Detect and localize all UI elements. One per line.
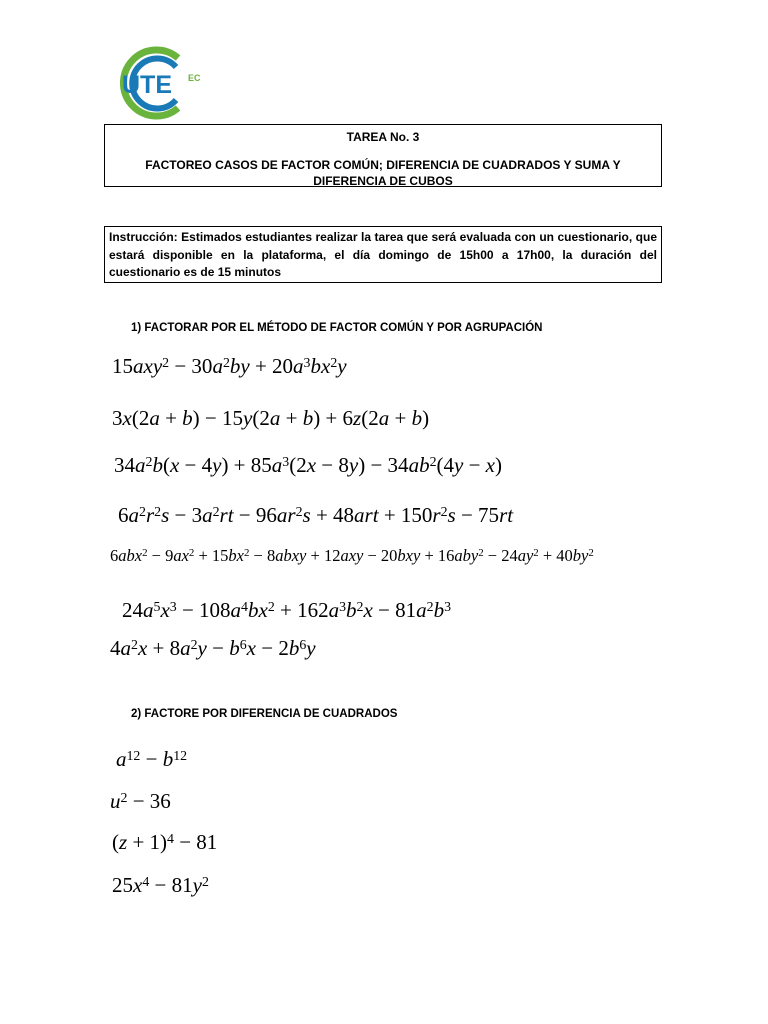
logo-text: UTE [122,71,172,99]
section-2-title: 2) FACTORE POR DIFERENCIA DE CUADRADOS [131,708,398,720]
expression-2-1: $a^{12} - b^{12}$ [116,747,188,771]
expression-1-5: $6abx^2 - 9ax^2 + 15bx^2$ − 8abxy + $12axy - 20bxy + 16aby^2 - 24ay^2 + 40by^2$ [110,546,594,565]
ute-logo [108,44,208,122]
expression-2-3: $(z + 1)^4 - 81$ [112,830,218,854]
task-topic: FACTOREO CASOS DE FACTOR COMÚN; DIFERENCIA DE CUADRADOS Y SUMA Y DIFERENCIA DE CUBOS [145,158,621,188]
title-box [104,124,662,187]
expression-1-4: $6a^2r^2s - 3a^2rt - 96ar^2s + 48art + 150r^2s - 75rt$ [118,503,514,527]
expression-1-3: $34a^2b(x - 4y) + 85a^3(2x - 8y) - 34ab^2(4y - x)$ [114,453,502,477]
expression-1-7: $4a^2x + 8a^2y - b^6x - 2b^6y$ [110,636,316,660]
expression-1-2: 3x(2a + b) − 15y(2a + b) + 6z(2a + b) [112,406,430,430]
expression-2-4: $25x^4 - 81y^2$ [112,873,209,897]
logo-suffix: EC [188,73,201,83]
expression-1-6: $24a^5x^3 - 108a^4bx^2 + 162a^3b^2x - 81a^2b^3$ [122,598,452,622]
expression-1-1: $15axy^2 - 30a^2by + 20a^3bx^2y$ [112,354,347,378]
task-title: TAREA No. 3 [346,130,420,144]
instruction-box: Instrucción: Estimados estudiantes realizar la tarea que será evaluada con un cuestionario, que estará disponible en la plataforma, el día domingo de 15h00 a 17h00, la duración del cuestionario es de 15 minutos [104,226,662,283]
section-1-title: 1) FACTORAR POR EL MÉTODO DE FACTOR COMÚN Y POR AGRUPACIÓN [131,322,543,334]
expression-2-2: $u^2 - 36$ [110,789,171,813]
